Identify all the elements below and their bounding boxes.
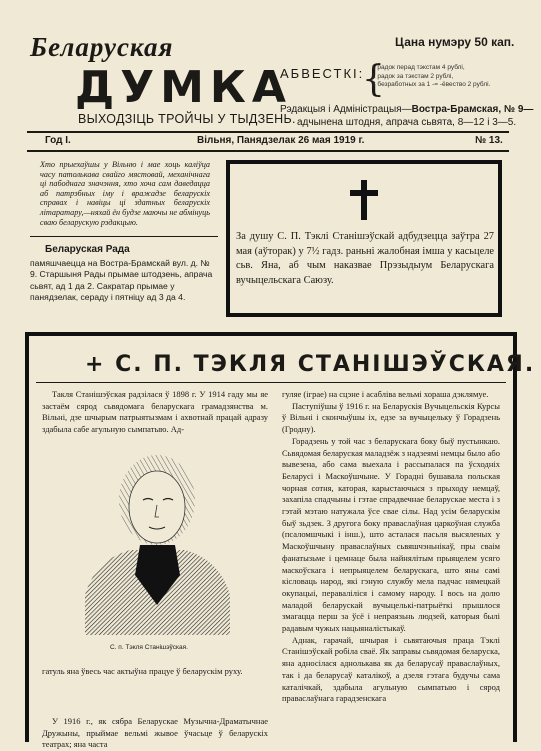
- rada-title: Беларуская Рада: [45, 244, 130, 255]
- dateline-number: № 13.: [475, 135, 503, 146]
- dateline-year: Год І.: [45, 135, 71, 146]
- obituary-paragraph: Горадзень у той час з беларускага боку быў пустынкаю. Сьвядомая беларуская маладзёж з надзеямі немцы было або вывезена, або сама выехала і рассыпалася па ўсходніх Беларусі і Маскоўшчыне. У Горадні бушавала польская чорная сотня, каторая, карыстаючыся з прыходу немцаў, захапіла спадчыны і гэтае спрадвечнае беларускае места і з гэтай мэтаю натужала ўсе свае сілы. Над усім беларускім быў зьдзек. З другога боку праваслаўная царкоўная служба (псаломшчыкі і інш.), што асталася пасьля высяленых у Маскоўшчыну праваслаўных сьвяшчэньнікаў, пры сваім фанатызьме і цемнаце была найнялітым прыяцелем усяго маскоўскага і непрыяцелем беларускага, што яны самі кісловаць народ, які гэную службу мела падчас нямецкай окупацыі, пераваліліся і самому народу. І вось на долю маладой беларускай вучыцелькі-патрыёткі прышлося змагацца перш за ўсё і непраязьнь людзей, каторыя былі радавым чужых нацыяналістыкаў.: [282, 435, 500, 634]
- memorial-notice: [226, 160, 502, 317]
- reader-appeal: Хто прыехаўшы у Вільню і мае хоць каліўца часу патолькава свайго мястовай, механічнага ці пабоднага значэння, хто хоча сам даведацца аб патрэбных іму і вражадзе беларускіх справах і навіцы ці здатных беларускіх літаратару,—няхай ён будзе маючы не абмінуць сваю беларускую рэдакцыю.: [40, 160, 210, 227]
- ads-rate-line: 1 радок перад тэкстам 4 рублі,: [372, 64, 465, 71]
- dateline-date: Вільня, Панядзелак 26 мая 1919 г.: [197, 135, 365, 146]
- bottom-rule: [27, 150, 509, 152]
- brace-icon: {: [362, 59, 385, 100]
- ads-rates: [372, 64, 490, 90]
- obituary-col1-theater: У 1916 г., як сябра Беларускае Музычна-Драматычнае Дружыны, прыймае вельмі жывое ўчасьце ў беларускіх театрах; яна часта: [42, 716, 268, 750]
- ads-rate-line: 3 безработных за 1 -= -ёвество 2 рублі.: [372, 81, 491, 88]
- obituary-headline: + С. П. ТЭКЛЯ СТАНІШЭЎСКАЯ.: [85, 352, 536, 377]
- issue-price: Цана нумэру 50 кап.: [395, 35, 515, 49]
- redaction-hours: адчынена штодня, апрача сьвята, 8—12 і 3—5.: [297, 117, 517, 128]
- redaction-address: Вострa-Брамская, № 9—: [411, 104, 534, 115]
- obituary-col2: [282, 389, 500, 705]
- portrait-caption: С. п. Тэкля Станішэўская.: [110, 644, 188, 651]
- divider: [30, 236, 218, 237]
- masthead-top-title: Беларуская: [30, 32, 174, 62]
- cross-icon: [348, 180, 380, 220]
- masthead-subtitle: ВЫХОДЗІЦЬ ТРОЙЧЫ У ТЫДЗЕНЬ.: [78, 112, 296, 126]
- redaction-info: [280, 104, 533, 115]
- portrait-image: [85, 445, 230, 635]
- obituary-paragraph: Аднак, гарачай, шчырая і сьвятаючыя праца Тэклі Станішэўскай робіла сваё. Як заправы сьвядомая беларуска, яна адносілася аднолькава як да беларусаў праваслаўных, так і да беларусаў каталікоў, а дзеля гэтага будучы сама каталічкай, здабыла агульную сымпатыю і сярод праваслаўнага гарадзенскага: [282, 634, 500, 704]
- top-rule: [27, 131, 509, 133]
- memorial-notice-text: За душу С. П. Тэклі Станішэўскай адбудзецца заўтра 27 мая (аўторак) у 7½ гадз. раньні жалобная імша у касьцеле сьв. Яна, аб чым наказвае Прэзыдыум Беларускага вучыцельскага Саюзу.: [236, 231, 494, 286]
- ads-title: АБВЕСТКІ:: [280, 66, 365, 81]
- obituary-paragraph: гуляе (іграе) на сцэне і асабліва вельмі хораша дэклямуе.: [282, 389, 489, 399]
- redaction-label: Рэдакцыя і Адміністрацыя—: [280, 104, 412, 115]
- masthead-main-title: ДУМКА: [75, 62, 292, 113]
- obituary-col1-intro: Такля Станішэўская радзілася ў 1898 г. У 1914 гаду мы яе застаём сярод сьвядомага беларускага грамадзянства м. Вільні, дзе шчырым патрыятызмам і ахвотнай працай адразу здабыла сабе агульную сымпатыю. Ад-: [42, 389, 268, 434]
- obituary-paragraph: Паступіўшы ў 1916 г. на Беларускія Вучыцельскія Курсы ў Вільні і скончыўшы іх, едзе за вучыцельку ў Горадзень (Гродну).: [282, 400, 500, 435]
- obituary-col1-continued: гатуль яна ўвесь час актыўна працуе ў беларускім руху.: [42, 666, 243, 676]
- ads-rate-line: 1 радок за тэкстам 2 рублі,: [372, 72, 454, 80]
- headline-rule: [36, 382, 506, 383]
- rada-text: памяшчаецца на Востра-Брамскай вул. д. № 9. Старшыня Рады прымае штодзень, апрача сьвят, ад 1 да 2. Сакратар прымае у панядзелак, сераду і пятніцу ад 3 да 4.: [30, 258, 213, 303]
